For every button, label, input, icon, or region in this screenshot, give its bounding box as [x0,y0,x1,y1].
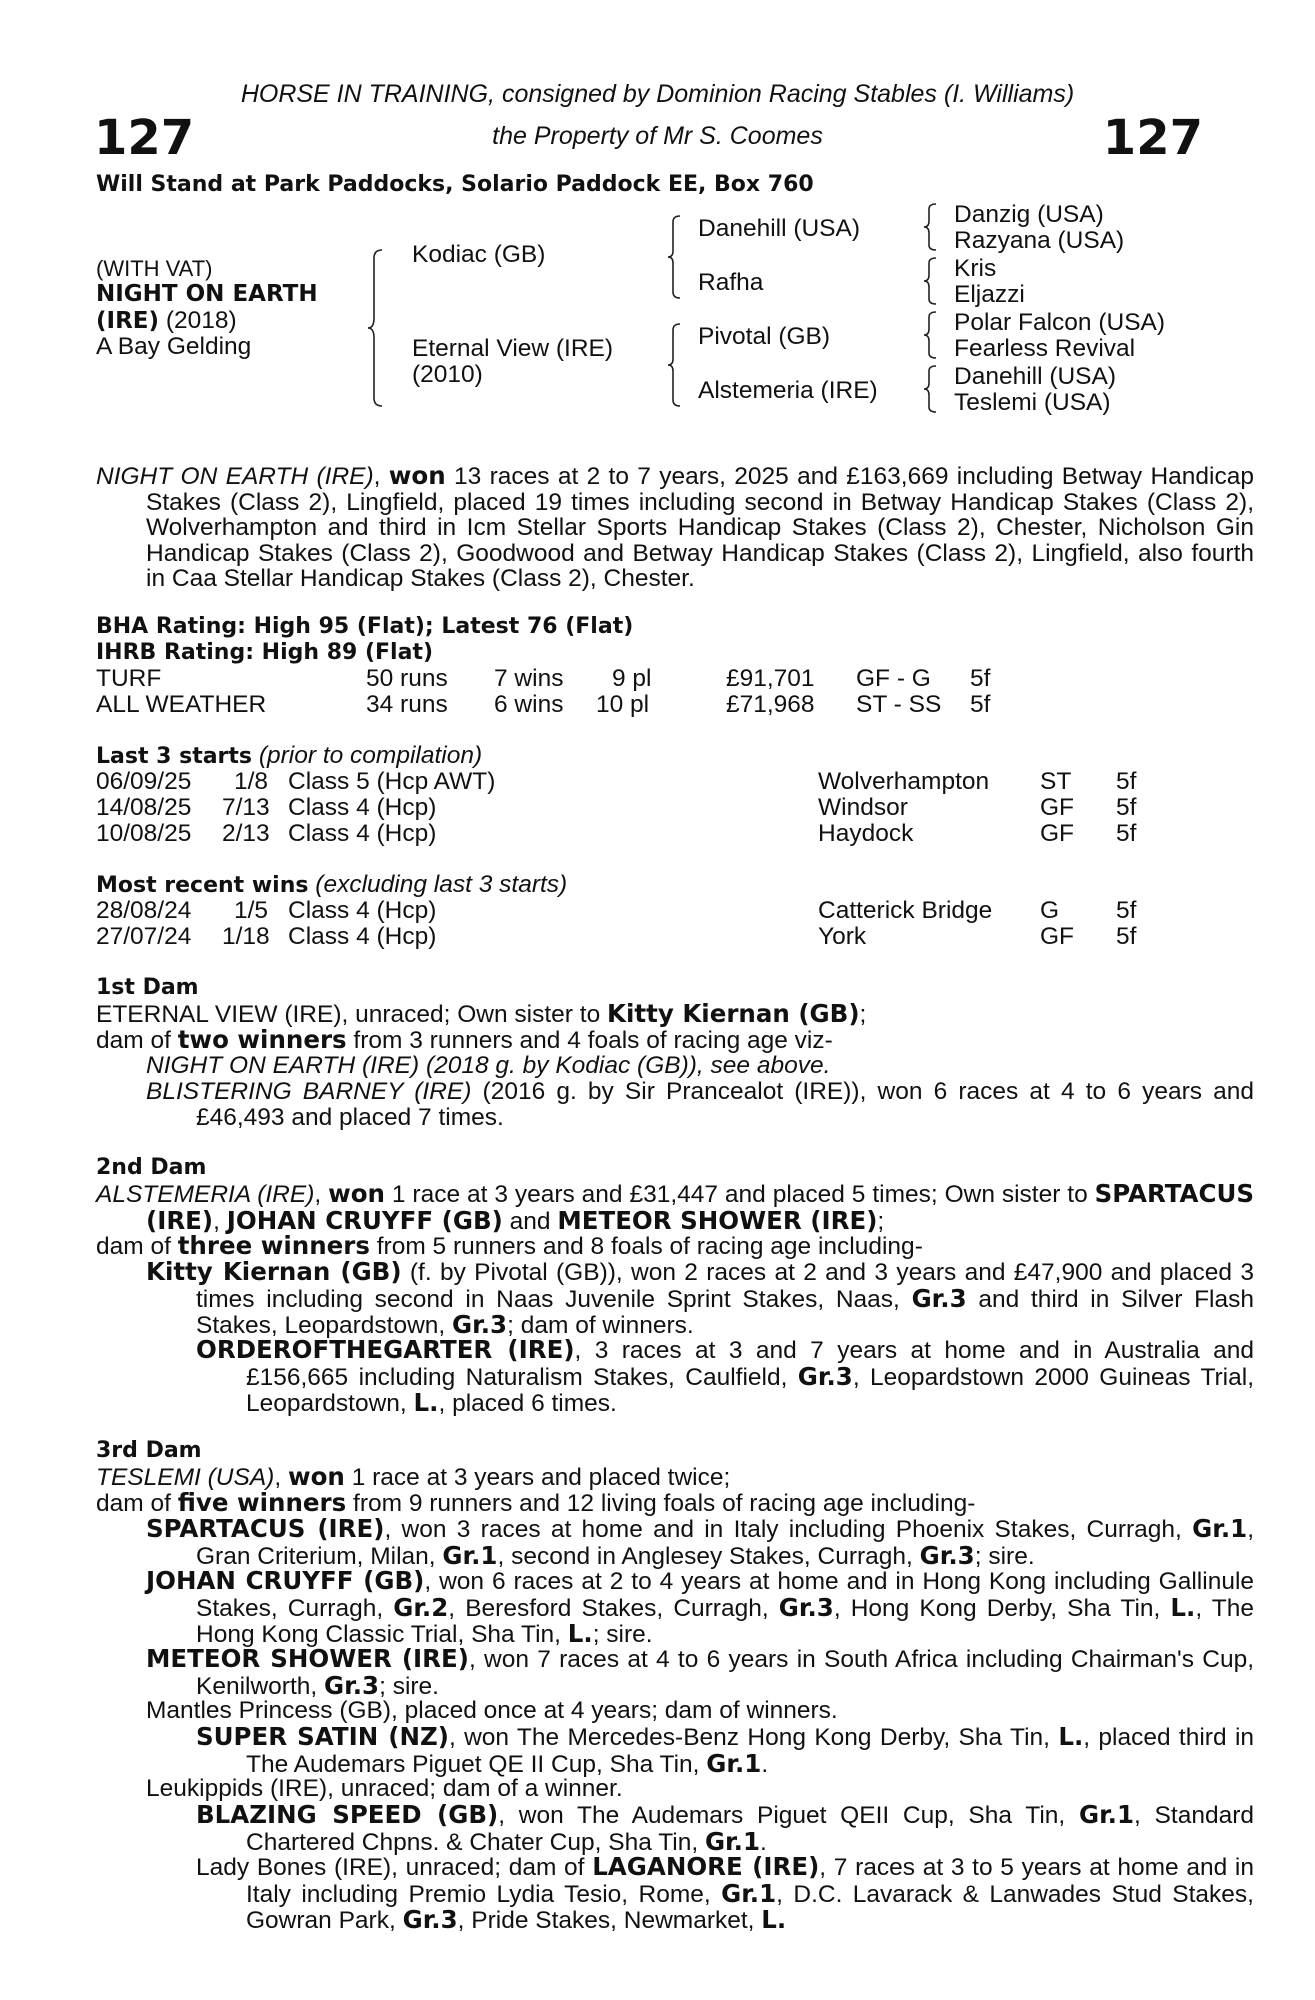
dam2-produce-summary: dam of three winners from 5 runners and 8 foals of racing age including- [96,1231,923,1260]
dam3-progeny: Mantles Princess (GB), placed once at 4 years; dam of winners. [146,1697,838,1724]
ped-ddd: Teslemi (USA) [954,389,1111,416]
dam3-progeny: Leukippids (IRE), unraced; dam of a winner. [146,1775,623,1802]
dam-sire: Pivotal (GB) [698,323,831,350]
ped-sss: Danzig (USA) [954,201,1104,228]
pedigree-brace [924,202,940,252]
dam3-grandprogeny: Lady Bones (IRE), unraced; dam of LAGANORE (IRE), 7 races at 3 to 5 years at home and in Italy including Premio Lydia Tesio, Rome, Gr.1, D.C. Lavarack & Lanwades Stud Stakes, Gowran Park, Gr.3, Pride Stakes, Newmarket, L. [196,1852,1254,1934]
header-title: HORSE IN TRAINING, consigned by Dominion Racing Stables (I. Williams) [240,80,1075,108]
header-property: the Property of Mr S. Coomes [492,122,823,150]
dam: Eternal View (IRE) [412,335,614,362]
horse-name: NIGHT ON EARTH [96,281,318,307]
pedigree-brace [924,256,940,306]
recent-heading: Most recent wins (excluding last 3 starts) [96,871,568,898]
dam3-progeny: METEOR SHOWER (IRE), won 7 races at 4 to 6 years in South Africa including Chairman's Cup, Kenilworth, Gr.3; sire. [146,1644,1255,1700]
dam1-line1: ETERNAL VIEW (IRE), unraced; Own sister to Kitty Kiernan (GB); [96,999,867,1028]
dam2-progeny: Kitty Kiernan (GB) (f. by Pivotal (GB)), won 2 races at 2 and 3 years and £47,900 and placed 3 times including second in Naas Juvenile Sprint Stakes, Naas, Gr.3 and third in Silver Flash Stakes, Leopardstown, Gr.3; dam of winners. [146,1257,1254,1339]
dam3-entry: TESLEMI (USA), won 1 race at 3 years and placed twice; [96,1462,731,1491]
sire-sire: Danehill (USA) [698,215,861,242]
pedigree-brace [924,310,940,360]
ped-sdd: Eljazzi [954,281,1025,308]
dam1-progeny: BLISTERING BARNEY (IRE) (2016 g. by Sir Prancealot (IRE)), won 6 races at 4 to 6 years and £46,493 and placed 7 times. [146,1078,1254,1131]
pedigree-brace [668,322,684,408]
ped-dsd: Fearless Revival [954,335,1136,362]
dam-year: (2010) [412,361,483,388]
dam1-progeny: NIGHT ON EARTH (IRE) (2018 g. by Kodiac (GB)), see above. [146,1052,831,1079]
dam2-grandprogeny: ORDEROFTHEGARTER (IRE), 3 races at 3 and 7 years at home and in Australia and £156,665 including Naturalism Stakes, Caulfield, Gr.3, Leopardstown 2000 Guineas Trial, Leopardstown, L., placed 6 times. [196,1335,1255,1417]
dam2-heading: 2nd Dam [96,1155,207,1180]
ped-sds: Kris [954,255,997,282]
dam1-line2: dam of two winners from 3 runners and 4 foals of racing age viz- [96,1025,833,1054]
horse-description: A Bay Gelding [96,333,252,360]
pedigree-brace [924,364,940,414]
ped-dss: Polar Falcon (USA) [954,309,1166,336]
lot-number-right: 127 [1102,110,1203,166]
vat-note: (WITH VAT) [96,256,213,281]
pedigree-brace [368,248,388,408]
dam3-grandprogeny: SUPER SATIN (NZ), won The Mercedes-Benz Hong Kong Derby, Sha Tin, L., placed third in The Audemars Piguet QE II Cup, Sha Tin, Gr.1. [196,1722,1255,1778]
pedigree-brace [668,214,684,300]
sire-dam: Rafha [698,269,764,296]
dam3-grandprogeny: BLAZING SPEED (GB), won The Audemars Piguet QEII Cup, Sha Tin, Gr.1, Standard Chartered Chpns. & Chater Cup, Sha Tin, Gr.1. [196,1800,1254,1856]
dam3-produce-summary: dam of five winners from 9 runners and 12 living foals of racing age including- [96,1488,976,1517]
dam3-progeny: JOHAN CRUYFF (GB), won 6 races at 2 to 4 years at home and in Hong Kong including Gallinule Stakes, Curragh, Gr.2, Beresford Stakes, Curragh, Gr.3, Hong Kong Derby, Sha Tin, L., The Hong Kong Classic Trial, Sha Tin, L.; sire. [146,1566,1255,1648]
race-summary: NIGHT ON EARTH (IRE), won 13 races at 2 to 7 years, 2025 and £163,669 including Betway Handicap Stakes (Class 2), Lingfield, placed 19 times including second in Betway Handicap Stakes (Class 2), Wolverhampton and third in Icm Stellar Sports Handicap Stakes (Class 2), Chester, Nicholson Gin Handicap Stakes (Class 2), Goodwood and Betway Handicap Stakes (Class 2), Lingfield, also fourth in Caa Stellar Handicap Stakes (Class 2), Chester. [96,461,1254,592]
dam2-entry: ALSTEMERIA (IRE), won 1 race at 3 years and £31,447 and placed 5 times; Own sister to SPARTACUS (IRE), JOHAN CRUYFF (GB) and METEOR SHOWER (IRE); [96,1179,1254,1235]
dam-dam: Alstemeria (IRE) [698,377,878,404]
ped-ssd: Razyana (USA) [954,227,1125,254]
ped-dds: Danehill (USA) [954,363,1117,390]
sire: Kodiac (GB) [412,241,546,268]
horse-name-suffix: (IRE) (2018) [96,307,237,334]
stand-location: Will Stand at Park Paddocks, Solario Paddock EE, Box 760 [96,172,814,197]
dam3-progeny: SPARTACUS (IRE), won 3 races at home and in Italy including Phoenix Stakes, Curragh, Gr.1, Gran Criterium, Milan, Gr.1, second in Anglesey Stakes, Curragh, Gr.3; sire. [146,1514,1254,1570]
lot-number-left: 127 [94,110,195,166]
bha-rating: BHA Rating: High 95 (Flat); Latest 76 (Flat) [96,614,634,639]
dam3-heading: 3rd Dam [96,1438,202,1463]
last3-heading: Last 3 starts (prior to compilation) [96,742,483,769]
dam1-heading: 1st Dam [96,975,199,1000]
ihrb-rating: IHRB Rating: High 89 (Flat) [96,640,434,665]
